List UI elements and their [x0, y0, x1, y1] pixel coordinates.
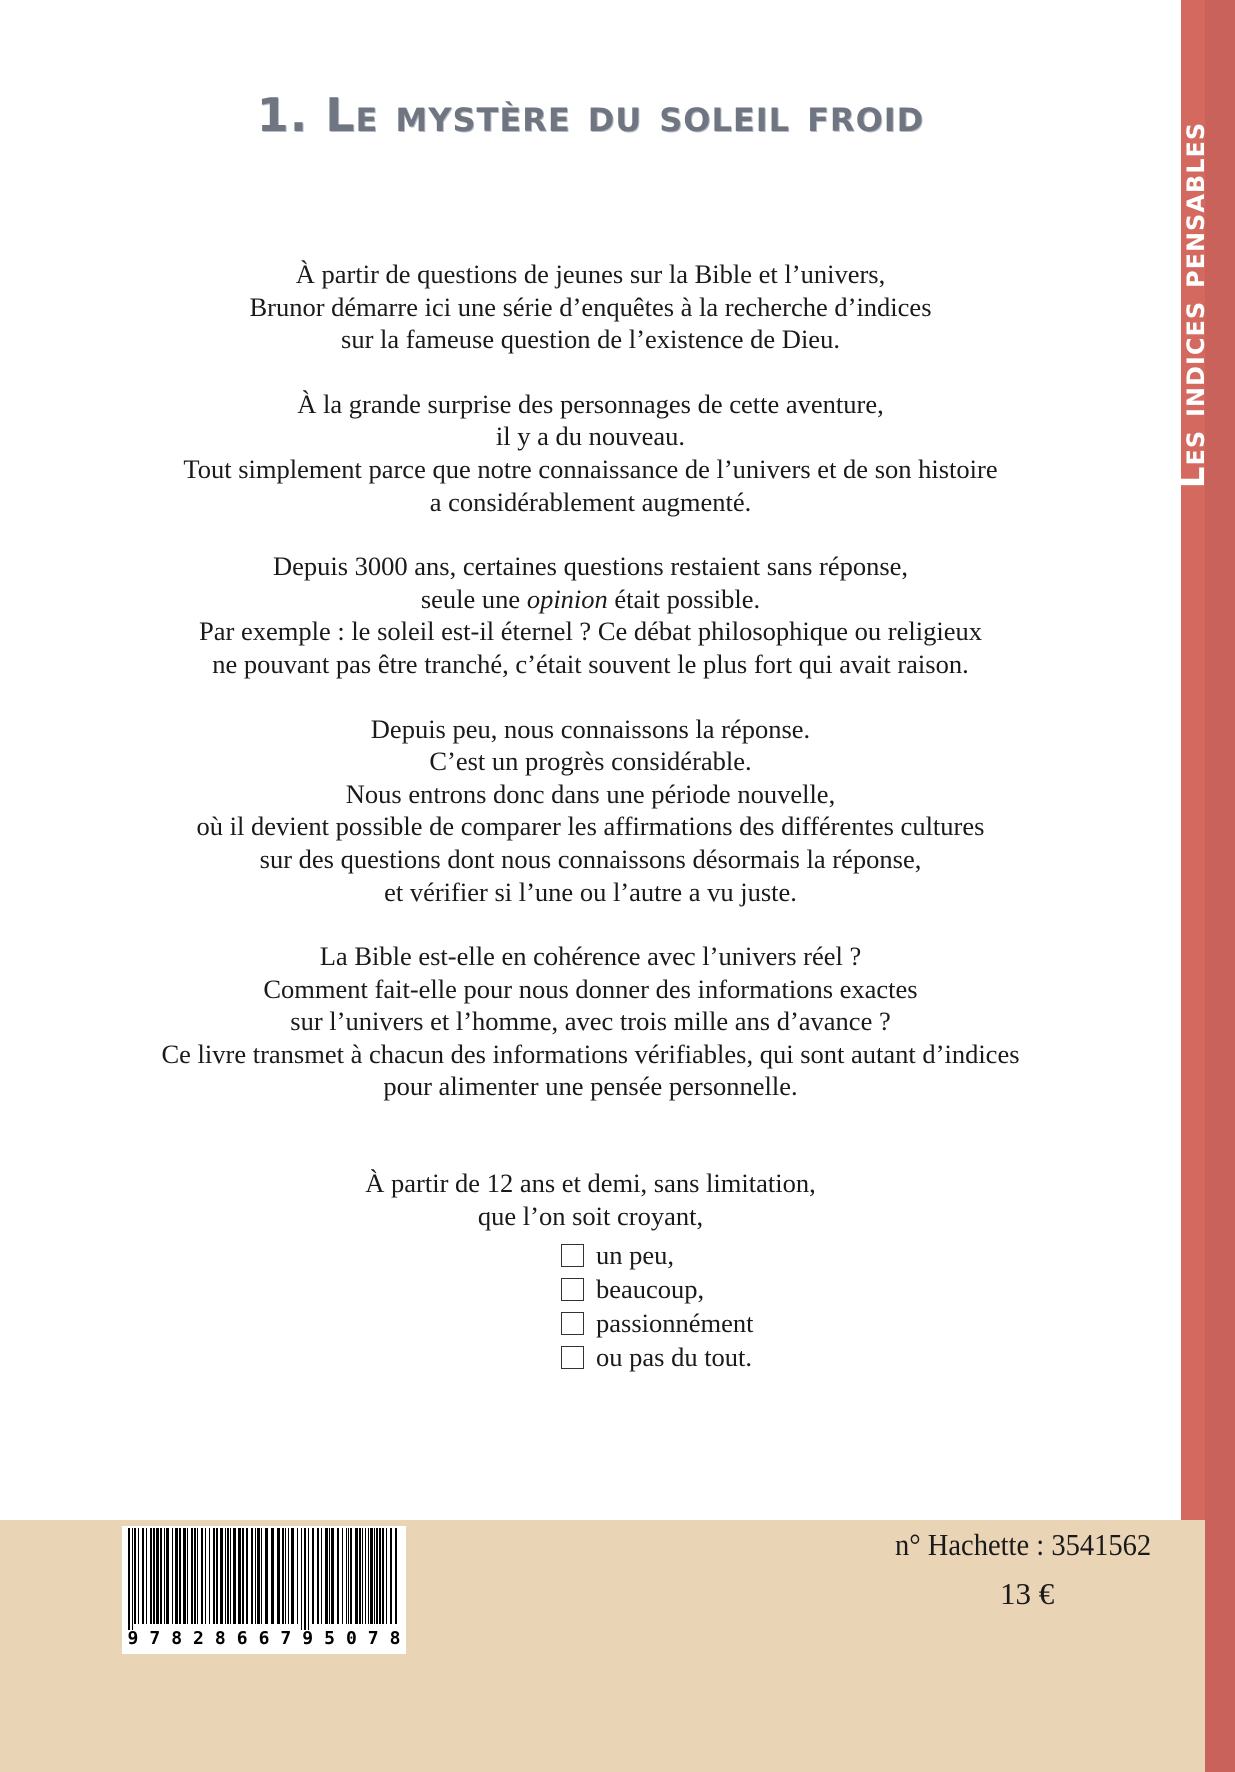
checklist-label: ou pas du tout. [596, 1342, 753, 1372]
barcode-digit: 9 [302, 1628, 314, 1649]
checklist-label: passionnément [596, 1308, 754, 1338]
barcode-digit: 2 [193, 1628, 204, 1649]
paragraph-intro [0, 258, 1181, 356]
barcode-digit: 6 [236, 1628, 248, 1649]
audience-age-line: À partir de 12 ans et demi, sans limitation, [365, 1168, 816, 1198]
back-cover-text [0, 258, 1181, 1135]
isbn-barcode [122, 1526, 406, 1654]
paragraph-history [0, 550, 1181, 680]
barcode-digit: 8 [214, 1628, 226, 1649]
hachette-number: n° Hachette : 3541562 [895, 1527, 1152, 1562]
checklist-item[interactable] [561, 1272, 754, 1306]
checklist-item[interactable] [561, 1306, 754, 1340]
text-line: Comment fait-elle pour nous donner des informations exactes [263, 973, 918, 1004]
text-line: sur des questions dont nous connaissons désormais la réponse, [259, 843, 922, 874]
checkbox-icon[interactable] [561, 1312, 584, 1335]
text-line: Brunor démarre ici une série d’enquêtes à la recherche d’indices [249, 291, 932, 322]
checkbox-icon[interactable] [561, 1346, 584, 1369]
text-line: Par exemple : le soleil est-il éternel ? Ce débat philosophique ou religieux [199, 616, 982, 647]
paragraph-progress [0, 713, 1181, 909]
text-line-with-emphasis [0, 583, 1181, 616]
text-line: et vérifier si l’une ou l’autre a vu juste. [384, 876, 797, 907]
barcode-digit: 8 [389, 1628, 401, 1649]
barcode-digit: 0 [345, 1628, 357, 1649]
barcode-digit: 7 [149, 1628, 161, 1649]
paragraph-bible [0, 940, 1181, 1103]
checkbox-icon[interactable] [561, 1244, 584, 1267]
text-line: Depuis peu, nous connaissons la réponse. [370, 713, 811, 744]
text-line: il y a du nouveau. [495, 421, 686, 452]
text-line: Depuis 3000 ans, certaines questions restaient sans réponse, [272, 551, 909, 582]
audience-belief-line: que l’on soit croyant, [477, 1200, 704, 1231]
barcode-digit: 7 [280, 1628, 292, 1649]
barcode-digits [122, 1628, 406, 1652]
text-line: Tout simplement parce que notre connaissance de l’univers et de son histoire [183, 453, 998, 484]
text-line: a considérablement augmenté. [429, 486, 752, 517]
barcode-bars-icon [122, 1526, 406, 1630]
checklist-label: un peu, [596, 1240, 675, 1270]
barcode-digit: 6 [258, 1628, 270, 1649]
barcode-digit: 7 [367, 1628, 379, 1649]
paragraph-surprise [0, 388, 1181, 518]
text-line: Ce livre transmet à chacun des informations vérifiables, qui sont autant d’indices [161, 1038, 1020, 1069]
checklist-item[interactable] [561, 1238, 754, 1272]
barcode-digit: 5 [324, 1628, 335, 1649]
text-line: La Bible est-elle en cohérence avec l’univers réel ? [319, 941, 862, 972]
spine-series-title: Les indices pensables [1173, 121, 1213, 489]
checklist-item[interactable] [561, 1340, 754, 1374]
checklist-label: beaucoup, [596, 1274, 705, 1304]
emphasized-word: opinion [526, 583, 608, 614]
text-line: À partir de questions de jeunes sur la Bible et l’univers, [295, 259, 886, 289]
text-line: pour alimenter une pensée personnelle. [383, 1071, 798, 1102]
text-line: sur l’univers et l’homme, avec trois mille ans d’avance ? [290, 1006, 891, 1037]
text-line: où il devient possible de comparer les affirmations des différentes cultures [196, 811, 985, 842]
text-line: À la grande surprise des personnages de cette aventure, [297, 388, 884, 419]
belief-checklist [561, 1238, 754, 1374]
text-line: sur la fameuse question de l’existence de Dieu. [341, 324, 840, 355]
text-line-opinion: seule une opinion était possible. [420, 583, 761, 614]
book-title: 1. Le mystère du soleil froid [256, 88, 925, 142]
barcode-digit: 9 [127, 1628, 139, 1649]
text-line: Nous entrons donc dans une période nouvelle, [345, 778, 836, 809]
audience-text [0, 1167, 1181, 1232]
checkbox-icon[interactable] [561, 1278, 584, 1301]
text-line: ne pouvant pas être tranché, c’était souvent le plus fort qui avait raison. [212, 648, 969, 679]
barcode-digit: 8 [171, 1628, 183, 1649]
price: 13 € [1000, 1576, 1055, 1611]
text-line: C’est un progrès considérable. [429, 746, 752, 777]
